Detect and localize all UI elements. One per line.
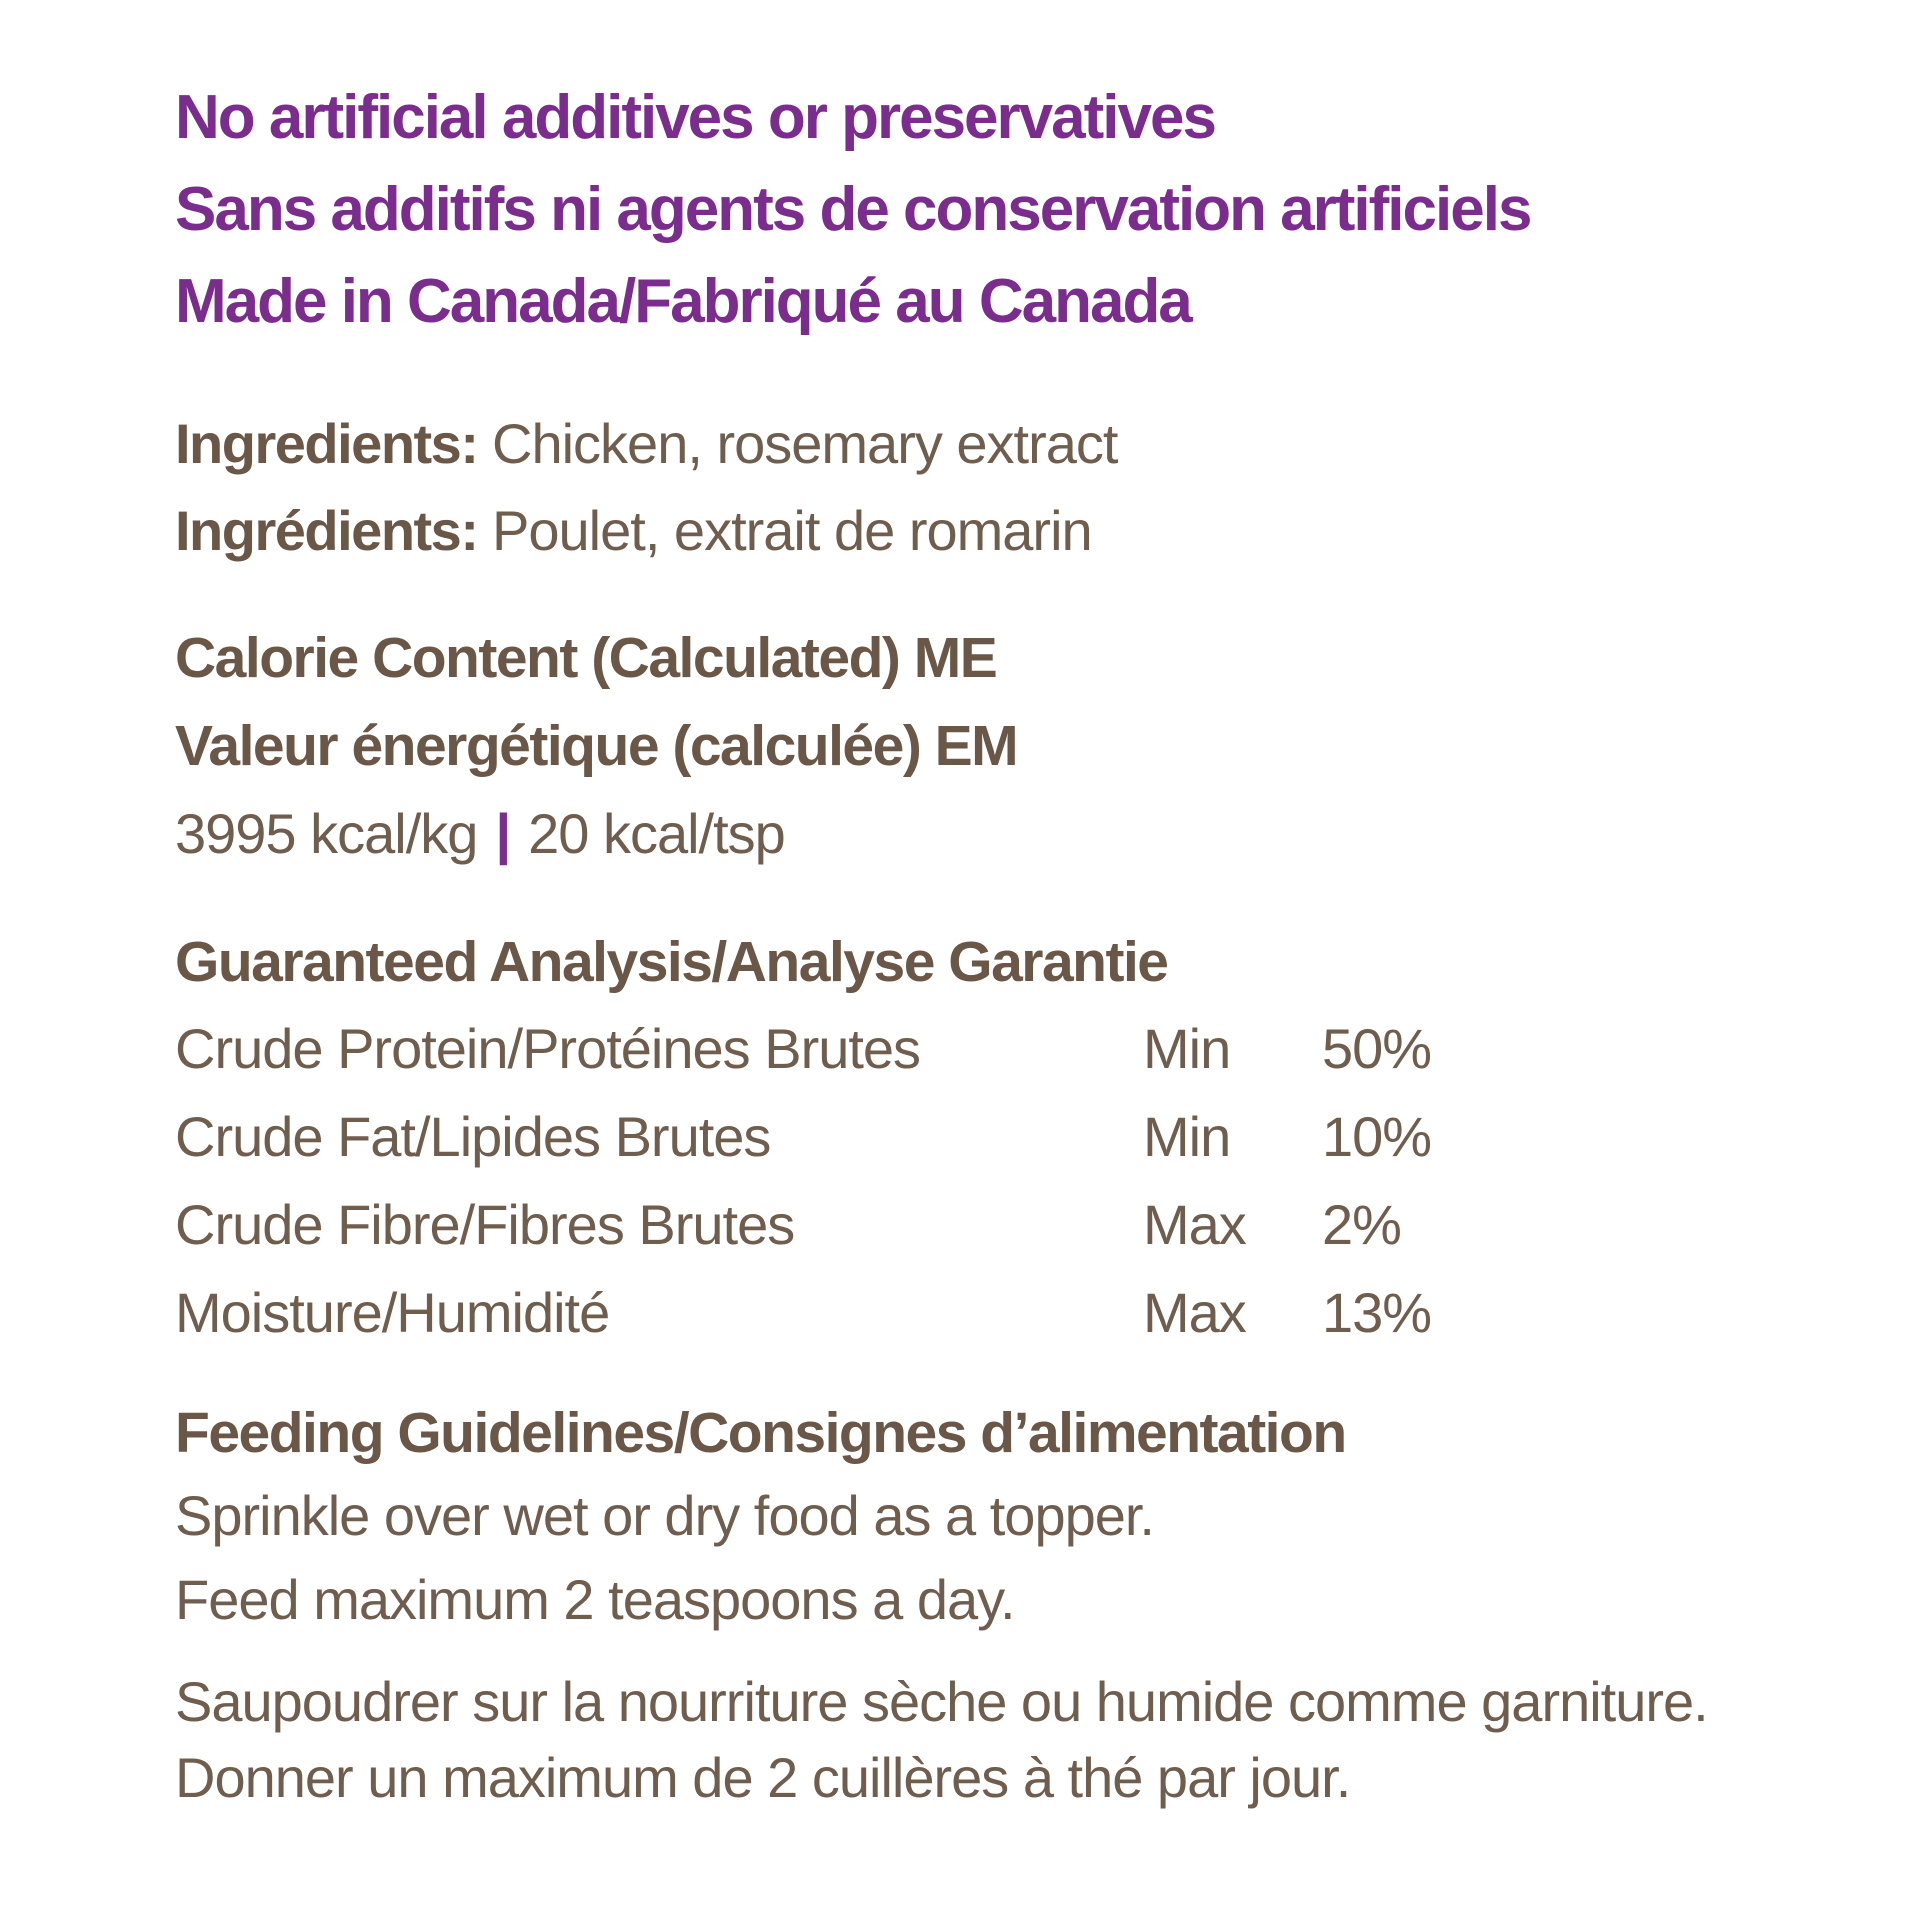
ga-row-qualifier: Min bbox=[1143, 1017, 1231, 1080]
feeding-guidelines-heading: Feeding Guidelines/Consignes d’alimentation bbox=[175, 1401, 1346, 1465]
calorie-value-kg: 3995 kcal/kg bbox=[175, 802, 478, 865]
calorie-heading-en: Calorie Content (Calculated) ME bbox=[175, 626, 997, 690]
ga-row-value: 13% bbox=[1322, 1281, 1432, 1344]
ga-row-qualifier: Max bbox=[1143, 1193, 1246, 1256]
claim-no-additives-fr: Sans additifs ni agents de conservation artificiels bbox=[175, 175, 1531, 244]
calorie-heading-fr: Valeur énergétique (calculée) EM bbox=[175, 714, 1018, 778]
ga-row-value: 10% bbox=[1322, 1105, 1432, 1168]
feeding-line-fr-1: Saupoudrer sur la nourriture sèche ou humide comme garniture. bbox=[175, 1670, 1708, 1733]
feeding-guidelines-section bbox=[175, 1392, 1880, 1642]
ingredients-value-en: Chicken, rosemary extract bbox=[477, 412, 1118, 475]
calorie-value-tsp: 20 kcal/tsp bbox=[528, 802, 785, 865]
ga-row-value: 2% bbox=[1322, 1193, 1401, 1256]
guaranteed-analysis-table bbox=[175, 1005, 1880, 1357]
calorie-values-line bbox=[175, 790, 1880, 878]
guaranteed-analysis-section bbox=[175, 920, 1880, 1357]
claims-section bbox=[175, 72, 1880, 348]
ga-row-qualifier: Min bbox=[1143, 1105, 1231, 1168]
calorie-separator-bar: | bbox=[495, 802, 511, 865]
ga-row-label: Crude Fat/Lipides Brutes bbox=[175, 1105, 771, 1168]
claim-made-in-canada: Made in Canada/Fabriqué au Canada bbox=[175, 267, 1191, 336]
ga-row-label: Crude Protein/Protéines Brutes bbox=[175, 1017, 921, 1080]
ingredients-label-en: Ingredients: bbox=[175, 412, 478, 475]
feeding-line-fr-2: Donner un maximum de 2 cuillères à thé par jour. bbox=[175, 1746, 1351, 1809]
ga-row-value: 50% bbox=[1322, 1017, 1432, 1080]
ingredients-line-fr bbox=[175, 487, 1880, 574]
feeding-line-en-2: Feed maximum 2 teaspoons a day. bbox=[175, 1568, 1015, 1631]
calorie-section bbox=[175, 614, 1880, 878]
feeding-guidelines-french bbox=[175, 1664, 1880, 1816]
ingredients-value-fr: Poulet, extrait de romarin bbox=[477, 499, 1092, 562]
ga-row-qualifier: Max bbox=[1143, 1281, 1246, 1344]
ingredients-line-en bbox=[175, 400, 1880, 487]
guaranteed-analysis-heading: Guaranteed Analysis/Analyse Garantie bbox=[175, 930, 1168, 994]
ingredients-label-fr: Ingrédients: bbox=[175, 499, 478, 562]
claim-no-additives: No artificial additives or preservatives bbox=[175, 83, 1215, 152]
ga-row-label: Crude Fibre/Fibres Brutes bbox=[175, 1193, 795, 1256]
ingredients-section bbox=[175, 400, 1880, 574]
ga-row-label: Moisture/Humidité bbox=[175, 1281, 610, 1344]
feeding-line-en-1: Sprinkle over wet or dry food as a topper. bbox=[175, 1484, 1154, 1547]
